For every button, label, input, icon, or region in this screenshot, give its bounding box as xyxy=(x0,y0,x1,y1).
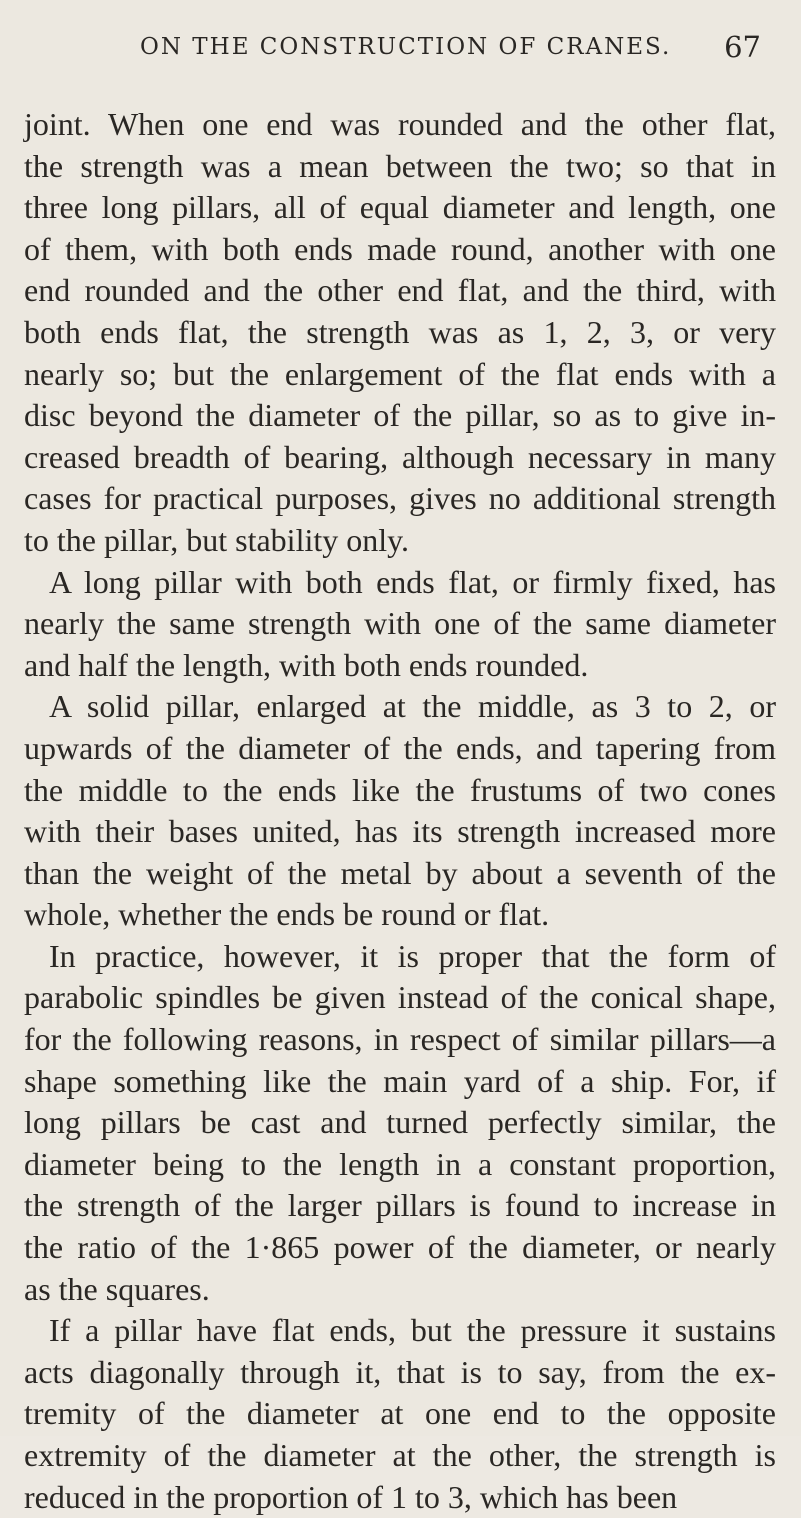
text-line: for the following reasons, in respect of similar pillars—a xyxy=(24,1021,776,1058)
text-line: extremity of the diameter at the other, the strength is xyxy=(24,1437,776,1473)
text-line: nearly so; but the enlargement of the flat ends with a xyxy=(24,355,776,392)
text-line: A solid pillar, enlarged at the middle, as 3 to 2, or xyxy=(49,688,776,725)
text-line: reduced in the proportion of 1 to 3, which has been xyxy=(24,1478,678,1515)
running-title: ON THE CONSTRUCTION OF CRANES. xyxy=(140,34,672,60)
text-line: the middle to the ends like the frustums of two cones xyxy=(24,771,776,808)
text-line: acts diagonally through it, that is to say, from the ex- xyxy=(24,1353,776,1390)
paragraph xyxy=(24,104,776,562)
text-line: disc beyond the diameter of the pillar, so as to give in- xyxy=(24,397,776,434)
paragraph xyxy=(24,562,776,687)
text-line: parabolic spindles be given instead of the conical shape, xyxy=(24,979,776,1016)
text-line: creased breadth of bearing, although necessary in many xyxy=(24,438,776,475)
body-text xyxy=(24,104,776,1518)
text-line: long pillars be cast and turned perfectly similar, the xyxy=(24,1104,776,1141)
text-line: the ratio of the 1·865 power of the diameter, or nearly xyxy=(24,1229,776,1266)
text-line: than the weight of the metal by about a seventh of the xyxy=(24,854,776,891)
text-line: joint. When one end was rounded and the other flat, xyxy=(24,106,776,142)
text-line: upwards of the diameter of the ends, and tapering from xyxy=(24,729,776,766)
text-line: If a pillar have flat ends, but the pressure it sustains xyxy=(49,1312,776,1349)
text-line: tremity of the diameter at one end to the opposite xyxy=(24,1395,776,1432)
text-line: whole, whether the ends be round or flat. xyxy=(24,896,550,933)
text-line: as the squares. xyxy=(24,1270,210,1307)
text-line: to the pillar, but stability only. xyxy=(24,521,410,558)
text-line: shape something like the main yard of a ship. For, if xyxy=(24,1062,776,1099)
text-line: diameter being to the length in a constant proportion, xyxy=(24,1145,776,1182)
text-line: with their bases united, has its strength increased more xyxy=(24,813,776,850)
text-line: the strength was a mean between the two; so that in xyxy=(24,147,776,184)
text-line: A long pillar with both ends flat, or firmly fixed, has xyxy=(49,563,776,600)
text-line: end rounded and the other end flat, and the third, with xyxy=(24,272,776,309)
text-line: both ends flat, the strength was as 1, 2, 3, or very xyxy=(24,313,776,350)
page-number: 67 xyxy=(724,30,761,64)
paragraph xyxy=(24,936,776,1310)
text-line: nearly the same strength with one of the same diameter xyxy=(24,605,776,642)
text-line: of them, with both ends made round, another with one xyxy=(24,230,776,267)
text-line: the strength of the larger pillars is found to increase in xyxy=(24,1187,776,1224)
text-line: three long pillars, all of equal diameter and length, one xyxy=(24,189,776,226)
text-line: cases for practical purposes, gives no additional strength xyxy=(24,480,776,517)
text-line: and half the length, with both ends rounded. xyxy=(24,646,589,683)
running-head xyxy=(30,30,771,74)
paragraph xyxy=(24,1310,776,1518)
text-line: In practice, however, it is proper that the form of xyxy=(49,937,776,974)
paragraph xyxy=(24,686,776,936)
